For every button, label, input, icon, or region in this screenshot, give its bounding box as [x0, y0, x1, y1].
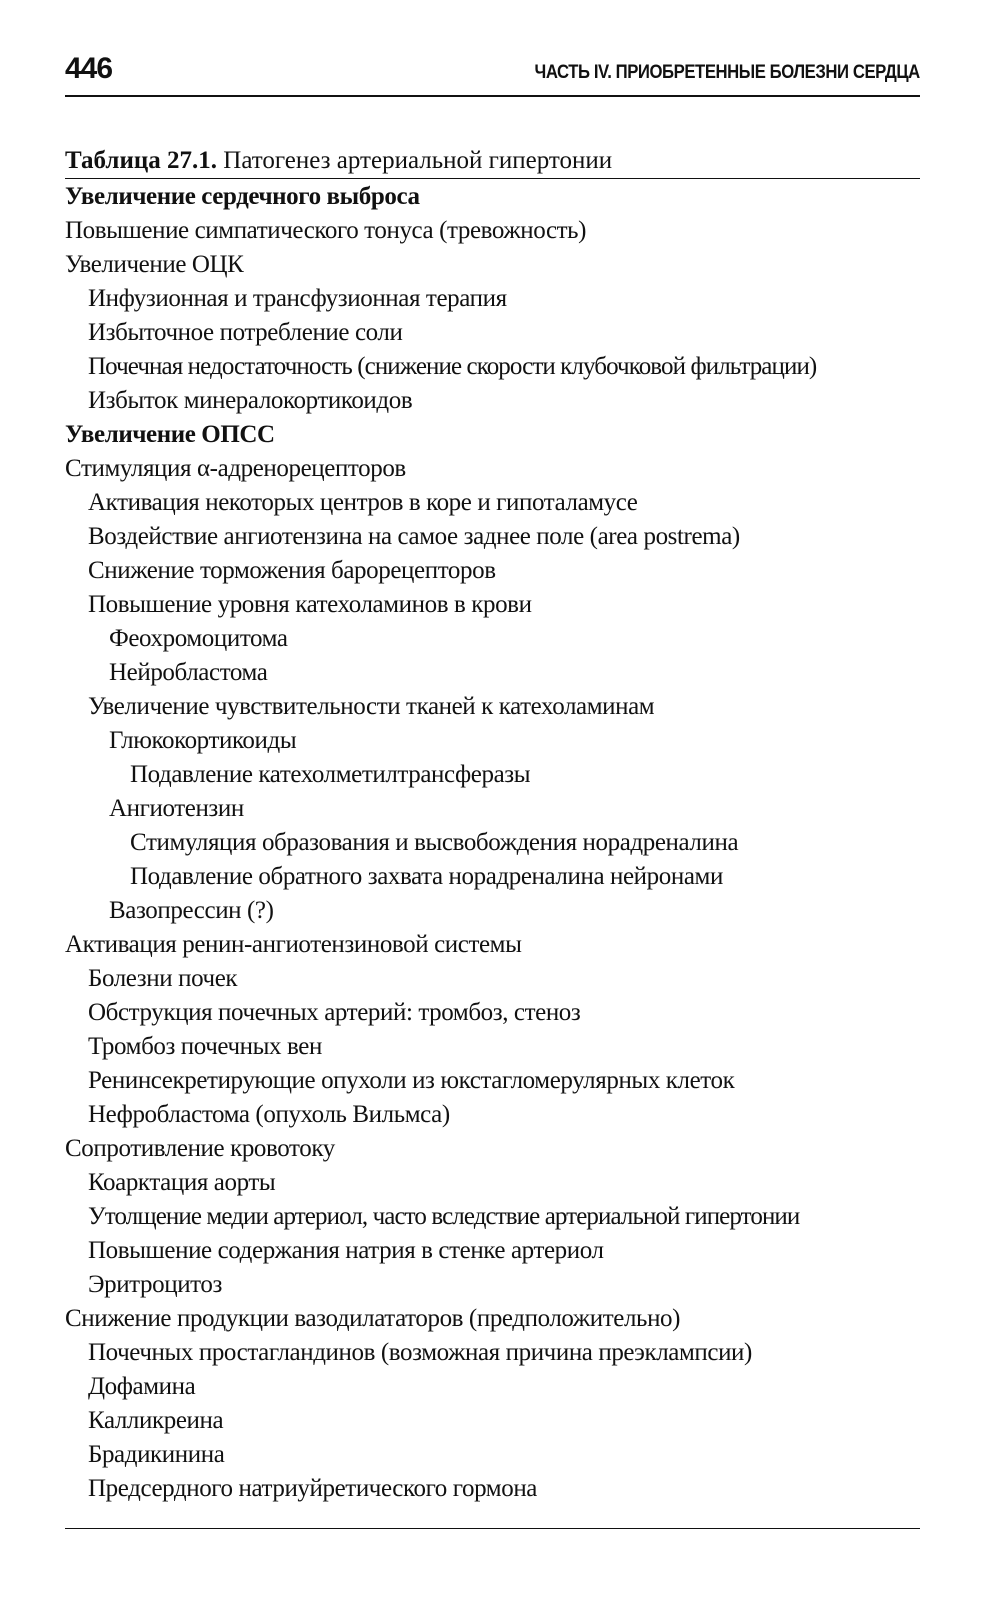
table-row: Болезни почек: [88, 965, 238, 992]
table-row: Вазопрессин (?): [109, 897, 274, 924]
table-row: Почечная недостаточность (снижение скорости клубочковой фильтрации): [88, 353, 817, 380]
table-row: Стимуляция α-адренорецепторов: [65, 455, 406, 482]
caption-rule: [65, 178, 920, 179]
table-row: Брадикинина: [88, 1441, 225, 1468]
pathogenesis-table: [65, 180, 925, 1506]
table-row: Дофамина: [88, 1373, 196, 1400]
table-caption-title: Патогенез артериальной гипертонии: [223, 147, 613, 174]
page-header: [65, 44, 920, 94]
table-row: Избыточное потребление соли: [88, 319, 403, 346]
header-rule: [65, 95, 920, 97]
table-row: Тромбоз почечных вен: [88, 1033, 322, 1060]
table-row: Ренинсекретирующие опухоли из юкстагломерулярных клеток: [88, 1067, 735, 1094]
table-row: Обструкция почечных артерий: тромбоз, стеноз: [88, 999, 581, 1026]
table-row: Калликреина: [88, 1407, 224, 1434]
table-caption: [65, 146, 612, 176]
table-row: Подавление обратного захвата норадреналина нейронами: [130, 863, 723, 890]
table-row: Подавление катехолметилтрансферазы: [130, 761, 531, 788]
table-row: Почечных простагландинов (возможная причина преэклампсии): [88, 1339, 752, 1366]
table-row: Снижение продукции вазодилататоров (предположительно): [65, 1305, 681, 1332]
table-row: Активация ренин-ангиотензиновой системы: [65, 931, 522, 958]
table-row: Ангиотензин: [109, 795, 244, 822]
table-row: Активация некоторых центров в коре и гипоталамусе: [88, 489, 638, 516]
table-row: Повышение симпатического тонуса (тревожность): [65, 217, 587, 244]
table-bottom-rule: [65, 1528, 920, 1529]
table-row: Нефробластома (опухоль Вильмса): [88, 1101, 450, 1128]
table-row: Инфузионная и трансфузионная терапия: [88, 285, 507, 312]
table-caption-label: Таблица 27.1.: [65, 147, 218, 174]
table-section-heading: Увеличение сердечного выброса: [65, 183, 420, 210]
page-number: 446: [65, 52, 113, 85]
table-row: Предсердного натриуйретического гормона: [88, 1475, 537, 1502]
table-row: Утолщение медии артериол, часто вследствие артериальной гипертонии: [88, 1203, 800, 1230]
table-row: Избыток минералокортикоидов: [88, 387, 413, 414]
table-row: Сопротивление кровотоку: [65, 1135, 335, 1162]
table-row: Стимуляция образования и высвобождения норадреналина: [130, 829, 739, 856]
table-section-heading: Увеличение ОПСС: [65, 421, 275, 448]
table-row: Коарктация аорты: [88, 1169, 276, 1196]
table-row: Нейробластома: [109, 659, 268, 686]
table-row: Повышение уровня катехоламинов в крови: [88, 591, 532, 618]
table-row: Увеличение чувствительности тканей к катехоламинам: [88, 693, 655, 720]
table-row: Повышение содержания натрия в стенке артериол: [88, 1237, 604, 1264]
table-row: Увеличение ОЦК: [65, 251, 244, 278]
table-row: Феохромоцитома: [109, 625, 288, 652]
table-row: Снижение торможения барорецепторов: [88, 557, 496, 584]
table-row: Воздействие ангиотензина на самое заднее поле (area postrema): [88, 523, 740, 550]
table-row: Глюкокортикоиды: [109, 727, 297, 754]
table-row: Эритроцитоз: [88, 1271, 222, 1298]
running-head: ЧАСТЬ IV. ПРИОБРЕТЕННЫЕ БОЛЕЗНИ СЕРДЦА: [534, 62, 920, 83]
